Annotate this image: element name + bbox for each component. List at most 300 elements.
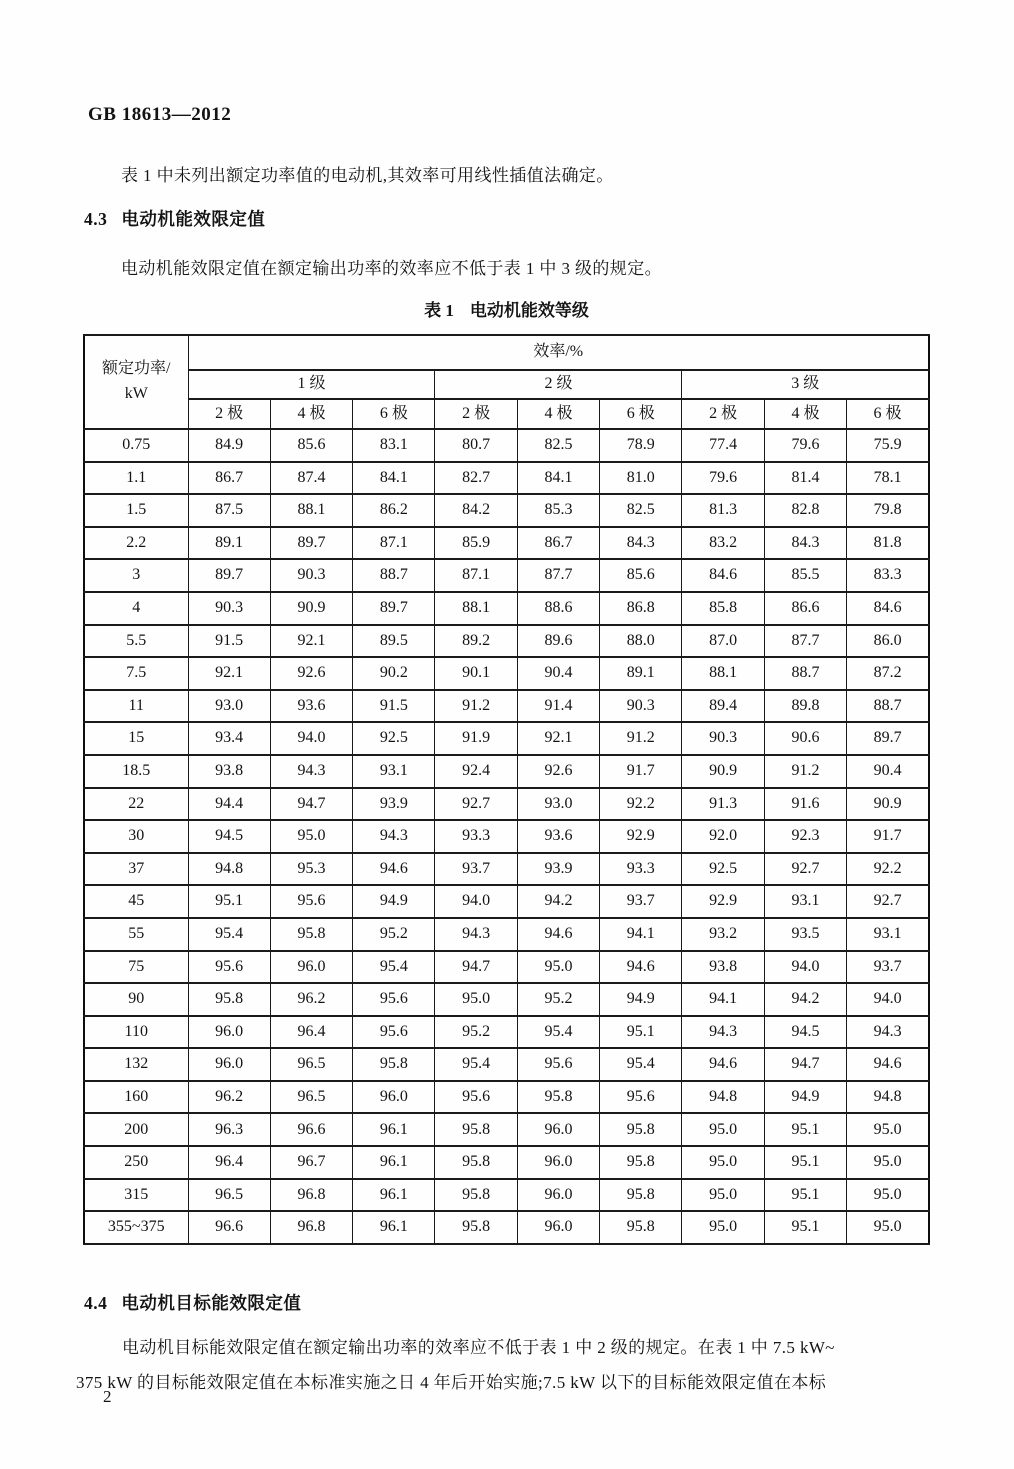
power-cell: 3 — [84, 559, 188, 592]
efficiency-cell: 96.1 — [353, 1146, 435, 1179]
power-cell: 11 — [84, 690, 188, 723]
document-code: GB 18613—2012 — [88, 104, 232, 125]
efficiency-cell: 93.9 — [517, 853, 599, 886]
efficiency-cell: 89.7 — [847, 722, 929, 755]
efficiency-cell: 94.5 — [764, 1016, 846, 1049]
efficiency-cell: 96.0 — [517, 1179, 599, 1212]
efficiency-cell: 86.2 — [353, 494, 435, 527]
efficiency-cell: 95.8 — [435, 1179, 517, 1212]
efficiency-cell: 93.6 — [517, 820, 599, 853]
paragraph-limit-value: 电动机能效限定值在额定输出功率的效率应不低于表 1 中 3 级的规定。 — [121, 259, 662, 278]
table-row — [84, 788, 929, 821]
efficiency-cell: 93.8 — [682, 951, 764, 984]
efficiency-cell: 78.1 — [847, 462, 929, 495]
efficiency-cell: 94.3 — [270, 755, 352, 788]
efficiency-cell: 96.6 — [270, 1113, 352, 1146]
efficiency-cell: 95.0 — [847, 1179, 929, 1212]
efficiency-cell: 89.1 — [188, 527, 270, 560]
efficiency-cell: 87.4 — [270, 462, 352, 495]
grade-3-header: 3 级 — [682, 370, 929, 399]
power-cell: 315 — [84, 1179, 188, 1212]
efficiency-cell: 94.7 — [270, 788, 352, 821]
efficiency-cell: 95.6 — [270, 885, 352, 918]
efficiency-cell: 87.7 — [517, 559, 599, 592]
efficiency-cell: 89.2 — [435, 625, 517, 658]
efficiency-cell: 95.1 — [764, 1179, 846, 1212]
power-cell: 1.5 — [84, 494, 188, 527]
efficiency-cell: 91.4 — [517, 690, 599, 723]
efficiency-cell: 84.3 — [764, 527, 846, 560]
efficiency-cell: 93.7 — [600, 885, 682, 918]
pole-header: 2 极 — [188, 399, 270, 429]
section-title: 电动机能效限定值 — [121, 209, 266, 229]
efficiency-cell: 94.9 — [764, 1081, 846, 1114]
table-caption-label: 表 1 — [424, 301, 454, 320]
efficiency-cell: 94.0 — [764, 951, 846, 984]
efficiency-cell: 92.3 — [764, 820, 846, 853]
efficiency-cell: 92.4 — [435, 755, 517, 788]
efficiency-cell: 85.8 — [682, 592, 764, 625]
pole-header: 4 极 — [764, 399, 846, 429]
efficiency-cell: 96.5 — [270, 1081, 352, 1114]
efficiency-cell: 95.0 — [847, 1146, 929, 1179]
efficiency-cell: 85.3 — [517, 494, 599, 527]
efficiency-cell: 94.2 — [764, 983, 846, 1016]
efficiency-cell: 96.3 — [188, 1113, 270, 1146]
efficiency-table-head — [84, 335, 929, 429]
efficiency-table — [83, 334, 930, 1245]
efficiency-cell: 84.6 — [682, 559, 764, 592]
efficiency-cell: 94.9 — [600, 983, 682, 1016]
efficiency-cell: 95.4 — [435, 1048, 517, 1081]
efficiency-cell: 95.8 — [600, 1113, 682, 1146]
power-cell: 110 — [84, 1016, 188, 1049]
table-row — [84, 1048, 929, 1081]
header-row-grades — [84, 370, 929, 399]
efficiency-cell: 94.7 — [764, 1048, 846, 1081]
efficiency-cell: 90.4 — [517, 657, 599, 690]
efficiency-cell: 94.6 — [517, 918, 599, 951]
table-row — [84, 1016, 929, 1049]
section-number: 4.3 — [84, 209, 108, 229]
efficiency-cell: 92.9 — [600, 820, 682, 853]
efficiency-cell: 87.1 — [435, 559, 517, 592]
efficiency-cell: 91.7 — [600, 755, 682, 788]
efficiency-cell: 94.0 — [270, 722, 352, 755]
efficiency-cell: 95.8 — [435, 1146, 517, 1179]
table-row — [84, 820, 929, 853]
efficiency-cell: 95.8 — [435, 1113, 517, 1146]
efficiency-cell: 89.7 — [188, 559, 270, 592]
efficiency-cell: 82.7 — [435, 462, 517, 495]
efficiency-cell: 89.7 — [353, 592, 435, 625]
grade-2-header: 2 级 — [435, 370, 682, 399]
efficiency-cell: 93.7 — [847, 951, 929, 984]
efficiency-cell: 96.6 — [188, 1211, 270, 1244]
power-cell: 1.1 — [84, 462, 188, 495]
power-cell: 250 — [84, 1146, 188, 1179]
efficiency-cell: 79.6 — [682, 462, 764, 495]
grade-1-header: 1 级 — [188, 370, 435, 399]
paragraph-target-line2: 375 kW 的目标能效限定值在本标准实施之日 4 年后开始实施;7.5 kW 以下的目标能效限定值在本标 — [76, 1373, 827, 1392]
efficiency-cell: 90.4 — [847, 755, 929, 788]
efficiency-cell: 95.8 — [188, 983, 270, 1016]
efficiency-cell: 83.1 — [353, 429, 435, 462]
efficiency-cell: 86.7 — [517, 527, 599, 560]
efficiency-cell: 94.3 — [682, 1016, 764, 1049]
efficiency-cell: 83.2 — [682, 527, 764, 560]
efficiency-cell: 87.0 — [682, 625, 764, 658]
efficiency-cell: 91.6 — [764, 788, 846, 821]
table-row — [84, 462, 929, 495]
efficiency-cell: 94.1 — [682, 983, 764, 1016]
efficiency-cell: 90.3 — [270, 559, 352, 592]
power-header-line1: 额定功率/ — [102, 360, 171, 378]
efficiency-cell: 84.9 — [188, 429, 270, 462]
efficiency-cell: 82.8 — [764, 494, 846, 527]
section-title: 电动机目标能效限定值 — [121, 1293, 302, 1313]
table-row — [84, 657, 929, 690]
table-row — [84, 1081, 929, 1114]
efficiency-table-container — [83, 334, 930, 1245]
efficiency-cell: 95.8 — [600, 1146, 682, 1179]
efficiency-cell: 91.7 — [847, 820, 929, 853]
header-row-efficiency — [84, 335, 929, 370]
efficiency-cell: 81.4 — [764, 462, 846, 495]
efficiency-cell: 81.3 — [682, 494, 764, 527]
power-cell: 45 — [84, 885, 188, 918]
efficiency-cell: 82.5 — [600, 494, 682, 527]
efficiency-cell: 95.0 — [435, 983, 517, 1016]
efficiency-cell: 95.3 — [270, 853, 352, 886]
paragraph-interpolation: 表 1 中未列出额定功率值的电动机,其效率可用线性插值法确定。 — [121, 166, 614, 185]
efficiency-cell: 86.0 — [847, 625, 929, 658]
table-row — [84, 527, 929, 560]
efficiency-cell: 85.6 — [600, 559, 682, 592]
efficiency-cell: 96.0 — [188, 1016, 270, 1049]
efficiency-cell: 89.7 — [270, 527, 352, 560]
efficiency-cell: 93.0 — [188, 690, 270, 723]
efficiency-cell: 87.1 — [353, 527, 435, 560]
efficiency-cell: 94.3 — [847, 1016, 929, 1049]
efficiency-cell: 96.4 — [270, 1016, 352, 1049]
table-row — [84, 1113, 929, 1146]
efficiency-cell: 95.8 — [517, 1081, 599, 1114]
efficiency-cell: 95.6 — [353, 983, 435, 1016]
pole-header: 2 极 — [435, 399, 517, 429]
efficiency-cell: 94.7 — [435, 951, 517, 984]
efficiency-cell: 95.0 — [682, 1146, 764, 1179]
efficiency-cell: 93.4 — [188, 722, 270, 755]
power-cell: 132 — [84, 1048, 188, 1081]
efficiency-cell: 93.7 — [435, 853, 517, 886]
table-row — [84, 983, 929, 1016]
power-cell: 30 — [84, 820, 188, 853]
efficiency-cell: 88.6 — [517, 592, 599, 625]
efficiency-cell: 89.6 — [517, 625, 599, 658]
power-column-header — [84, 335, 188, 429]
efficiency-cell: 94.8 — [682, 1081, 764, 1114]
efficiency-cell: 77.4 — [682, 429, 764, 462]
efficiency-cell: 91.9 — [435, 722, 517, 755]
table-row — [84, 918, 929, 951]
efficiency-cell: 95.8 — [270, 918, 352, 951]
efficiency-cell: 94.8 — [188, 853, 270, 886]
efficiency-cell: 90.2 — [353, 657, 435, 690]
efficiency-cell: 84.1 — [517, 462, 599, 495]
efficiency-cell: 79.8 — [847, 494, 929, 527]
power-cell: 55 — [84, 918, 188, 951]
efficiency-cell: 95.4 — [188, 918, 270, 951]
efficiency-cell: 93.2 — [682, 918, 764, 951]
table-row — [84, 592, 929, 625]
efficiency-cell: 92.0 — [682, 820, 764, 853]
efficiency-cell: 94.5 — [188, 820, 270, 853]
efficiency-cell: 94.3 — [353, 820, 435, 853]
table-row — [84, 1146, 929, 1179]
efficiency-cell: 90.3 — [682, 722, 764, 755]
efficiency-cell: 93.1 — [353, 755, 435, 788]
table-row — [84, 1211, 929, 1244]
efficiency-cell: 94.0 — [847, 983, 929, 1016]
efficiency-cell: 95.0 — [517, 951, 599, 984]
efficiency-cell: 95.2 — [435, 1016, 517, 1049]
efficiency-cell: 90.3 — [600, 690, 682, 723]
efficiency-cell: 96.8 — [270, 1179, 352, 1212]
power-cell: 2.2 — [84, 527, 188, 560]
table-row — [84, 690, 929, 723]
efficiency-cell: 87.2 — [847, 657, 929, 690]
efficiency-cell: 86.7 — [188, 462, 270, 495]
efficiency-cell: 95.1 — [764, 1211, 846, 1244]
efficiency-cell: 94.2 — [517, 885, 599, 918]
efficiency-cell: 93.1 — [764, 885, 846, 918]
efficiency-table-body — [84, 429, 929, 1244]
efficiency-cell: 95.6 — [517, 1048, 599, 1081]
efficiency-cell: 95.1 — [764, 1113, 846, 1146]
efficiency-cell: 84.2 — [435, 494, 517, 527]
efficiency-cell: 88.7 — [353, 559, 435, 592]
efficiency-cell: 94.9 — [353, 885, 435, 918]
efficiency-cell: 95.6 — [435, 1081, 517, 1114]
pole-header: 6 极 — [847, 399, 929, 429]
power-cell: 5.5 — [84, 625, 188, 658]
page-number: 2 — [103, 1387, 112, 1406]
efficiency-cell: 89.4 — [682, 690, 764, 723]
table-row — [84, 853, 929, 886]
efficiency-cell: 95.2 — [353, 918, 435, 951]
efficiency-cell: 95.0 — [682, 1211, 764, 1244]
efficiency-cell: 95.1 — [600, 1016, 682, 1049]
efficiency-cell: 96.2 — [270, 983, 352, 1016]
efficiency-cell: 93.9 — [353, 788, 435, 821]
power-cell: 7.5 — [84, 657, 188, 690]
efficiency-cell: 84.6 — [847, 592, 929, 625]
table-row — [84, 494, 929, 527]
pole-header: 6 极 — [353, 399, 435, 429]
efficiency-cell: 90.9 — [847, 788, 929, 821]
pole-header: 2 极 — [682, 399, 764, 429]
efficiency-cell: 94.6 — [682, 1048, 764, 1081]
efficiency-cell: 95.8 — [600, 1211, 682, 1244]
efficiency-cell: 90.6 — [764, 722, 846, 755]
efficiency-cell: 92.1 — [188, 657, 270, 690]
efficiency-cell: 96.0 — [517, 1113, 599, 1146]
table-row — [84, 951, 929, 984]
efficiency-cell: 93.6 — [270, 690, 352, 723]
efficiency-cell: 96.7 — [270, 1146, 352, 1179]
efficiency-cell: 96.2 — [188, 1081, 270, 1114]
power-cell: 355~375 — [84, 1211, 188, 1244]
efficiency-cell: 89.1 — [600, 657, 682, 690]
power-cell: 75 — [84, 951, 188, 984]
efficiency-cell: 91.3 — [682, 788, 764, 821]
table-caption — [83, 296, 930, 321]
efficiency-cell: 80.7 — [435, 429, 517, 462]
efficiency-cell: 95.0 — [270, 820, 352, 853]
power-cell: 15 — [84, 722, 188, 755]
efficiency-cell: 91.5 — [353, 690, 435, 723]
pole-header: 4 极 — [517, 399, 599, 429]
table-row — [84, 429, 929, 462]
efficiency-cell: 95.8 — [353, 1048, 435, 1081]
efficiency-cell: 81.0 — [600, 462, 682, 495]
efficiency-cell: 92.6 — [517, 755, 599, 788]
section-number: 4.4 — [84, 1293, 108, 1313]
efficiency-cell: 90.9 — [682, 755, 764, 788]
efficiency-cell: 90.1 — [435, 657, 517, 690]
efficiency-cell: 96.1 — [353, 1211, 435, 1244]
efficiency-cell: 90.9 — [270, 592, 352, 625]
efficiency-cell: 96.1 — [353, 1179, 435, 1212]
efficiency-cell: 88.1 — [270, 494, 352, 527]
efficiency-cell: 96.0 — [270, 951, 352, 984]
paragraph-target-limit — [76, 1330, 942, 1400]
efficiency-cell: 93.5 — [764, 918, 846, 951]
efficiency-cell: 93.8 — [188, 755, 270, 788]
table-row — [84, 1179, 929, 1212]
efficiency-cell: 85.9 — [435, 527, 517, 560]
efficiency-cell: 92.2 — [847, 853, 929, 886]
efficiency-cell: 93.3 — [435, 820, 517, 853]
efficiency-cell: 95.4 — [517, 1016, 599, 1049]
power-cell: 200 — [84, 1113, 188, 1146]
efficiency-cell: 93.0 — [517, 788, 599, 821]
efficiency-cell: 85.5 — [764, 559, 846, 592]
efficiency-cell: 94.0 — [435, 885, 517, 918]
section-heading-4-4 — [84, 1290, 301, 1315]
efficiency-cell: 78.9 — [600, 429, 682, 462]
efficiency-cell: 95.4 — [600, 1048, 682, 1081]
efficiency-cell: 96.0 — [517, 1211, 599, 1244]
efficiency-cell: 88.1 — [435, 592, 517, 625]
paragraph-target-line1: 电动机目标能效限定值在额定输出功率的效率应不低于表 1 中 2 级的规定。在表 1 中 7.5 kW~ — [122, 1338, 835, 1357]
efficiency-cell: 93.3 — [600, 853, 682, 886]
table-row — [84, 885, 929, 918]
efficiency-cell: 92.2 — [600, 788, 682, 821]
efficiency-cell: 83.3 — [847, 559, 929, 592]
efficiency-cell: 95.0 — [847, 1211, 929, 1244]
efficiency-cell: 91.2 — [600, 722, 682, 755]
power-cell: 22 — [84, 788, 188, 821]
efficiency-cell: 95.4 — [353, 951, 435, 984]
efficiency-cell: 94.6 — [847, 1048, 929, 1081]
efficiency-cell: 92.9 — [682, 885, 764, 918]
power-cell: 18.5 — [84, 755, 188, 788]
pole-header: 4 极 — [270, 399, 352, 429]
efficiency-cell: 81.8 — [847, 527, 929, 560]
efficiency-cell: 79.6 — [764, 429, 846, 462]
efficiency-cell: 91.2 — [764, 755, 846, 788]
efficiency-cell: 94.4 — [188, 788, 270, 821]
efficiency-cell: 95.1 — [764, 1146, 846, 1179]
table-row — [84, 559, 929, 592]
table-row — [84, 722, 929, 755]
power-cell: 90 — [84, 983, 188, 1016]
efficiency-cell: 94.8 — [847, 1081, 929, 1114]
efficiency-cell: 96.1 — [353, 1113, 435, 1146]
efficiency-cell: 87.5 — [188, 494, 270, 527]
efficiency-cell: 96.8 — [270, 1211, 352, 1244]
efficiency-cell: 96.4 — [188, 1146, 270, 1179]
efficiency-cell: 95.8 — [435, 1211, 517, 1244]
efficiency-cell: 85.6 — [270, 429, 352, 462]
efficiency-cell: 86.6 — [764, 592, 846, 625]
efficiency-cell: 92.5 — [353, 722, 435, 755]
efficiency-cell: 96.0 — [517, 1146, 599, 1179]
efficiency-cell: 95.0 — [682, 1179, 764, 1212]
efficiency-cell: 88.7 — [764, 657, 846, 690]
efficiency-header: 效率/% — [188, 335, 929, 370]
header-row-poles — [84, 399, 929, 429]
efficiency-cell: 89.5 — [353, 625, 435, 658]
efficiency-cell: 90.3 — [188, 592, 270, 625]
table-row — [84, 755, 929, 788]
section-heading-4-3 — [84, 206, 265, 231]
efficiency-cell: 91.2 — [435, 690, 517, 723]
efficiency-cell: 92.1 — [270, 625, 352, 658]
efficiency-cell: 94.1 — [600, 918, 682, 951]
efficiency-cell: 89.8 — [764, 690, 846, 723]
efficiency-cell: 96.0 — [353, 1081, 435, 1114]
efficiency-cell: 95.6 — [600, 1081, 682, 1114]
power-cell: 0.75 — [84, 429, 188, 462]
efficiency-cell: 96.5 — [270, 1048, 352, 1081]
table-caption-title: 电动机能效等级 — [469, 301, 589, 320]
efficiency-cell: 95.1 — [188, 885, 270, 918]
efficiency-cell: 95.2 — [517, 983, 599, 1016]
efficiency-cell: 92.1 — [517, 722, 599, 755]
power-header-line2: kW — [124, 385, 148, 402]
pole-header: 6 极 — [600, 399, 682, 429]
efficiency-cell: 95.0 — [847, 1113, 929, 1146]
efficiency-cell: 94.6 — [353, 853, 435, 886]
efficiency-cell: 94.3 — [435, 918, 517, 951]
efficiency-cell: 95.0 — [682, 1113, 764, 1146]
efficiency-cell: 82.5 — [517, 429, 599, 462]
efficiency-cell: 84.1 — [353, 462, 435, 495]
efficiency-cell: 75.9 — [847, 429, 929, 462]
efficiency-cell: 84.3 — [600, 527, 682, 560]
efficiency-cell: 94.6 — [600, 951, 682, 984]
power-cell: 160 — [84, 1081, 188, 1114]
efficiency-cell: 92.6 — [270, 657, 352, 690]
efficiency-cell: 88.7 — [847, 690, 929, 723]
efficiency-cell: 92.7 — [847, 885, 929, 918]
efficiency-cell: 86.8 — [600, 592, 682, 625]
efficiency-cell: 88.1 — [682, 657, 764, 690]
efficiency-cell: 95.6 — [353, 1016, 435, 1049]
